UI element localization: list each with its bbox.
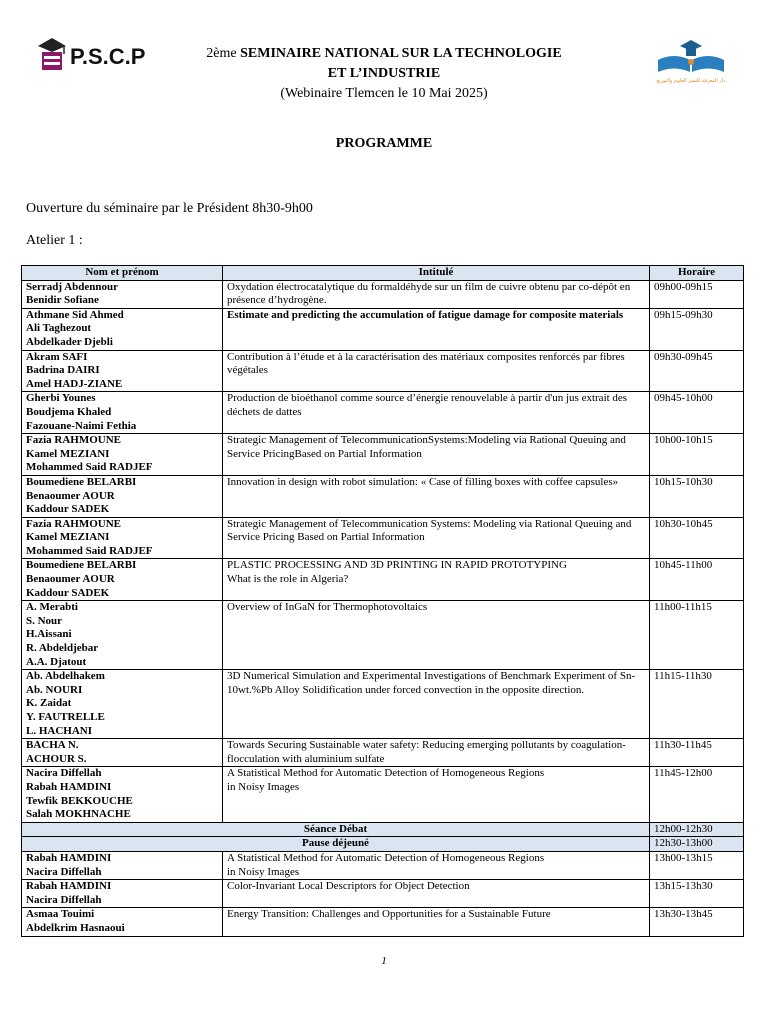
talk-title: Production de bioéthanol comme source d’énergie renouvelable à partir d'un jus extrait des déchets de dattes: [223, 392, 650, 434]
table-row: [22, 517, 744, 559]
talk-title: Strategic Management of Telecommunication Systems: Modeling via Rational Queuing and Service Pricing Based on Partial Information: [223, 517, 650, 559]
break-label: Pause déjeuné: [22, 837, 650, 852]
break-time: 12h30-13h00: [650, 837, 744, 852]
talk-title: Contribution à l’étude et à la caractérisation des matériaux composites renforcés par fibres végétales: [223, 350, 650, 392]
logo-caption: دار المعرفة للنشر العلوم والتوزيع: [656, 78, 726, 84]
presenter-names: Asmaa Touimi Abdelkrim Hasnaoui: [22, 908, 223, 936]
time-slot: 09h45-10h00: [650, 392, 744, 434]
talk-title: Strategic Management of TelecommunicationSystems:Modeling via Rational Queuing and Service PricingBased on Partial Information: [223, 434, 650, 476]
book-icon: [658, 40, 724, 72]
header-names: Nom et prénom: [22, 266, 223, 281]
table-row: [22, 280, 744, 308]
table-row: [22, 392, 744, 434]
talk-title: Estimate and predicting the accumulation of fatigue damage for composite materials: [223, 308, 650, 350]
header-line-3: (Webinaire Tlemcen le 10 Mai 2025): [280, 86, 488, 101]
table-row: [22, 475, 744, 517]
header-line-2: ET L’INDUSTRIE: [327, 66, 441, 81]
table-row: [22, 739, 744, 767]
programme-table: [21, 265, 744, 937]
time-slot: 09h15-09h30: [650, 308, 744, 350]
table-row: [22, 851, 744, 879]
presenter-names: BACHA N. ACHOUR S.: [22, 739, 223, 767]
programme-title: PROGRAMME: [335, 136, 433, 151]
presenter-names: Athmane Sid Ahmed Ali Taghezout Abdelkader Djebli: [22, 308, 223, 350]
presenter-names: Boumediene BELARBI Benaoumer AOUR Kaddour SADEK: [22, 475, 223, 517]
table-row: [22, 908, 744, 936]
talk-title: Towards Securing Sustainable water safety: Reducing emerging pollutants by coagulation-flocculation with aluminium sulfate: [223, 739, 650, 767]
table-row: [22, 601, 744, 670]
presenter-names: Gherbi Younes Boudjema Khaled Fazouane-Naimi Fethia: [22, 392, 223, 434]
talk-title: Oxydation électrocatalytique du formaldéhyde sur un film de cuivre obtenu par co-dépôt en présence d’hydrogène.: [223, 280, 650, 308]
time-slot: 09h30-09h45: [650, 350, 744, 392]
table-row: [22, 308, 744, 350]
time-slot: 11h15-11h30: [650, 670, 744, 739]
page-number: 1: [381, 955, 387, 967]
time-slot: 10h30-10h45: [650, 517, 744, 559]
presenter-names: Ab. Abdelhakem Ab. NOURI K. Zaidat Y. FAUTRELLE L. HACHANI: [22, 670, 223, 739]
table-row: [22, 767, 744, 822]
table-row: [22, 559, 744, 601]
talk-title: A Statistical Method for Automatic Detection of Homogeneous Regions in Noisy Images: [223, 767, 650, 822]
table-row: [22, 350, 744, 392]
presenter-names: Akram SAFI Badrina DAIRI Amel HADJ-ZIANE: [22, 350, 223, 392]
talk-title: Color-Invariant Local Descriptors for Object Detection: [223, 880, 650, 908]
header-line-1: 2ème SEMINAIRE NATIONAL SUR LA TECHNOLOGIE: [206, 46, 562, 61]
time-slot: 10h45-11h00: [650, 559, 744, 601]
table-row: [22, 670, 744, 739]
table-header-row: [22, 266, 744, 281]
presenter-names: Boumediene BELARBI Benaoumer AOUR Kaddour SADEK: [22, 559, 223, 601]
atelier-title: Atelier 1 :: [26, 233, 83, 248]
time-slot: 13h00-13h15: [650, 851, 744, 879]
talk-title: PLASTIC PROCESSING AND 3D PRINTING IN RAPID PROTOTYPING What is the role in Algeria?: [223, 559, 650, 601]
header-title: Intitulé: [223, 266, 650, 281]
seminar-header: [150, 44, 618, 104]
time-slot: 13h30-13h45: [650, 908, 744, 936]
talk-title: Innovation in design with robot simulation: « Case of filling boxes with coffee capsules»: [223, 475, 650, 517]
break-row: [22, 837, 744, 852]
presenter-names: Rabah HAMDINI Nacira Diffellah: [22, 851, 223, 879]
time-slot: 10h15-10h30: [650, 475, 744, 517]
talk-title: A Statistical Method for Automatic Detection of Homogeneous Regions in Noisy Images: [223, 851, 650, 879]
presenter-names: Fazia RAHMOUNE Kamel MEZIANI Mohammed Said RADJEF: [22, 434, 223, 476]
presenter-names: Rabah HAMDINI Nacira Diffellah: [22, 880, 223, 908]
time-slot: 11h00-11h15: [650, 601, 744, 670]
publisher-logo: [650, 34, 732, 86]
opening-line: Ouverture du séminaire par le Président 8h30-9h00: [26, 201, 313, 216]
presenter-names: Nacira Diffellah Rabah HAMDINI Tewfik BEKKOUCHE Salah MOKHNACHE: [22, 767, 223, 822]
time-slot: 13h15-13h30: [650, 880, 744, 908]
talk-title: Overview of InGaN for Thermophotovoltaics: [223, 601, 650, 670]
talk-title: Energy Transition: Challenges and Opportunities for a Sustainable Future: [223, 908, 650, 936]
time-slot: 10h00-10h15: [650, 434, 744, 476]
break-row: [22, 822, 744, 837]
presenter-names: Fazia RAHMOUNE Kamel MEZIANI Mohammed Said RADJEF: [22, 517, 223, 559]
table-row: [22, 880, 744, 908]
talk-title: 3D Numerical Simulation and Experimental Investigations of Benchmark Experiment of Sn-10wt.%Pb Alloy Solidification under forced convection in the opposite direction.: [223, 670, 650, 739]
presenter-names: Serradj Abdennour Benidir Sofiane: [22, 280, 223, 308]
graduation-cap-icon: [38, 38, 66, 70]
time-slot: 11h45-12h00: [650, 767, 744, 822]
time-slot: 09h00-09h15: [650, 280, 744, 308]
logo-text: P.S.C.P: [70, 44, 146, 69]
pscp-logo: [36, 34, 146, 74]
break-time: 12h00-12h30: [650, 822, 744, 837]
break-label: Séance Débat: [22, 822, 650, 837]
presenter-names: A. Merabti S. Nour H.Aissani R. Abdeldjebar A.A. Djatout: [22, 601, 223, 670]
time-slot: 11h30-11h45: [650, 739, 744, 767]
header-time: Horaire: [650, 266, 744, 281]
table-row: [22, 434, 744, 476]
